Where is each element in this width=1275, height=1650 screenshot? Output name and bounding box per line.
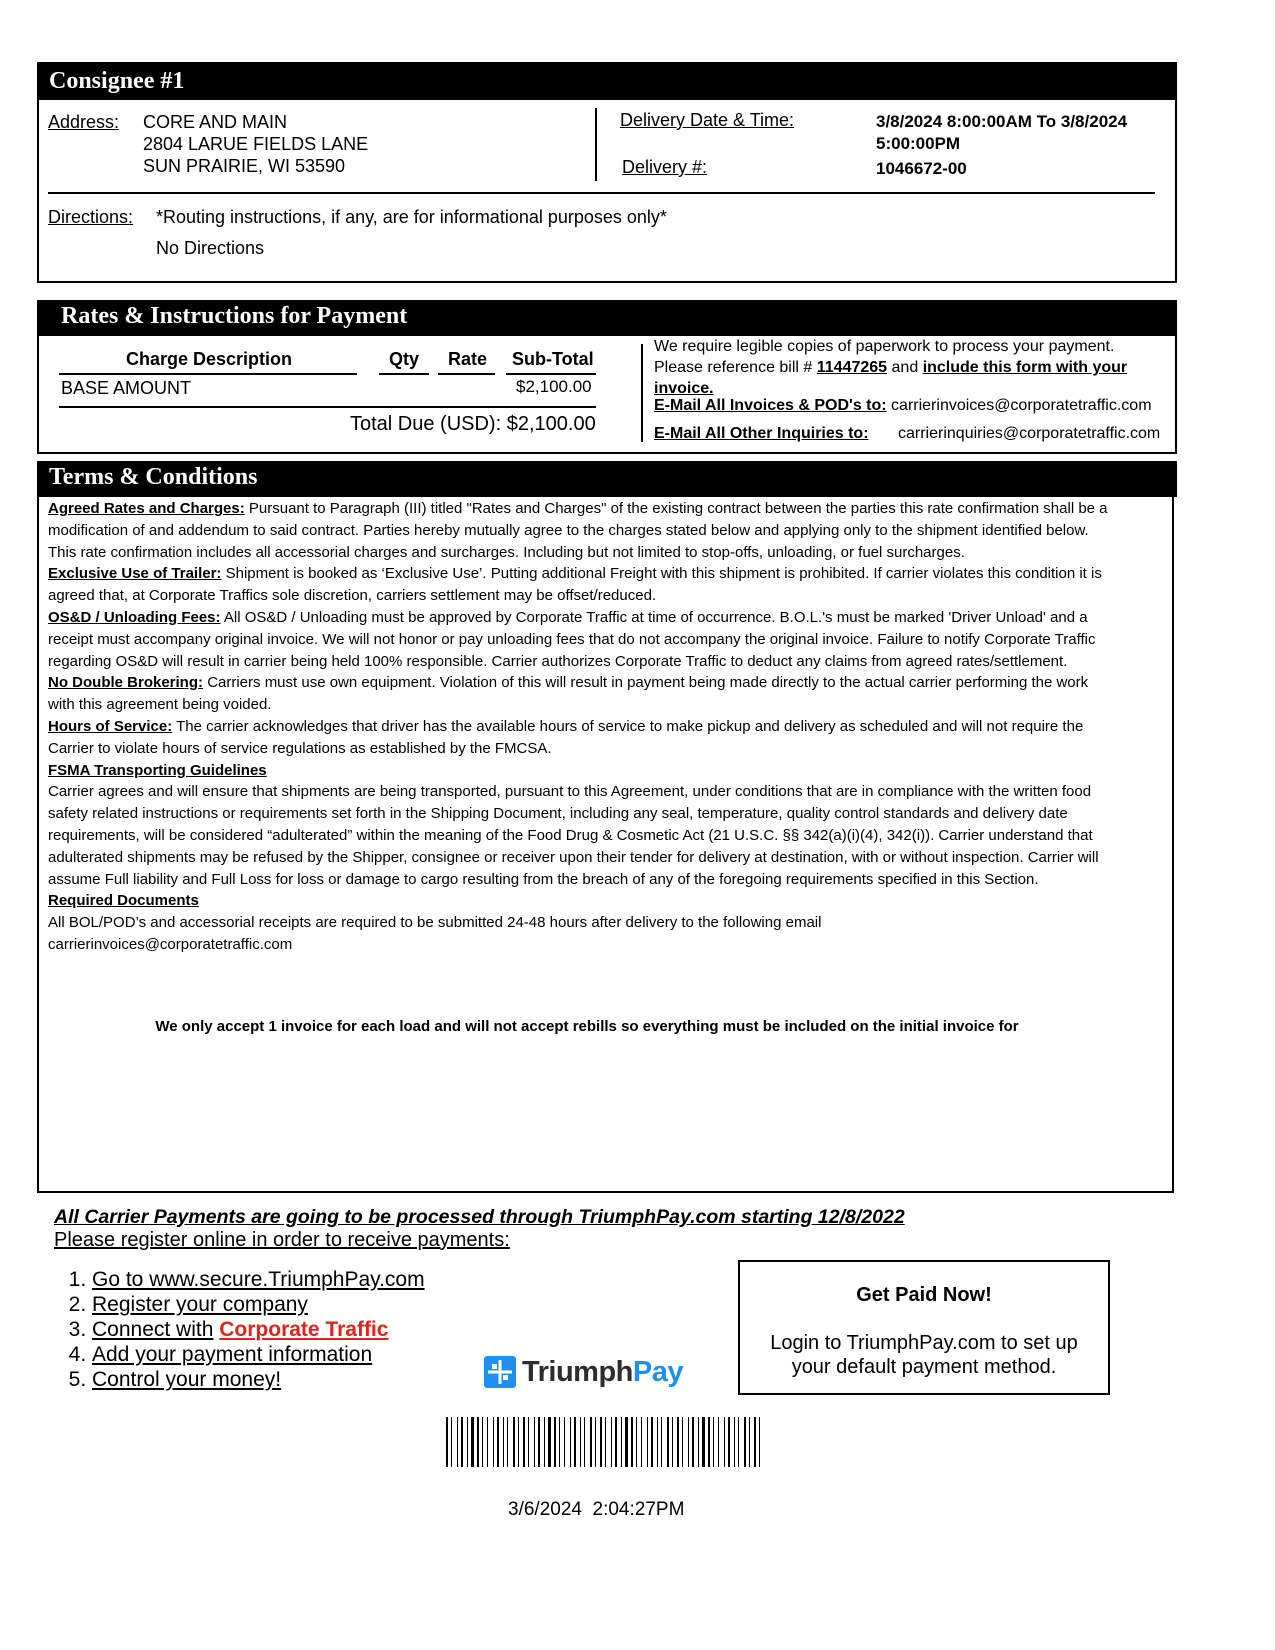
address-line-2: 2804 LARUE FIELDS LANE [143,134,369,154]
note-line-2: Please reference bill # 11447265 and include this form with your [654,359,1128,376]
barcode-bar [657,1417,658,1467]
barcode-bar [688,1417,689,1467]
barcode-bar [507,1417,508,1467]
step-2[interactable]: 2. Register your company [92,1292,425,1317]
consignee-divider [595,108,597,181]
triumph-steps [52,1267,425,1392]
total-separator [59,406,596,408]
col-subtotal: Sub-Total [512,349,594,369]
barcode-bar [718,1417,719,1467]
barcode-bar [523,1417,525,1467]
barcode-bar [564,1417,565,1467]
barcode-bar [605,1417,606,1467]
delivery-number-label: Delivery #: [622,157,708,177]
barcode-bar [584,1417,585,1467]
barcode [446,1417,764,1467]
consignee-header: Consignee #1 [37,62,1177,100]
barcode-bar [554,1417,556,1467]
step-4[interactable]: 4. Add your payment information [92,1342,425,1367]
delivery-datetime-value-2: 5:00:00PM [876,134,961,153]
barcode-bar [615,1417,617,1467]
barcode-bar [467,1417,468,1467]
terms-header: Terms & Conditions [37,461,1177,497]
triumph-subline: Please register online in order to receive payments: [54,1229,510,1251]
barcode-bar [647,1417,648,1467]
barcode-bar [528,1417,529,1467]
directions-note: *Routing instructions, if any, are for informational purposes only* [156,207,667,227]
triumphpay-logo-text: TriumphPay [522,1355,683,1388]
barcode-bar [548,1417,551,1467]
barcode-bar [692,1417,694,1467]
barcode-bar [570,1417,571,1467]
terms-exclusive: Exclusive Use of Trailer: Shipment is booked as ‘Exclusive Use’. Putting additional Freight with this shipment is prohibited. If carrier violates this condition it is agreed that, at Corporate Traffics sole discretion, carriers settlement may be offset/reduced. [48,565,1102,605]
corporate-traffic-link: Corporate Traffic [219,1318,389,1341]
barcode-bar [446,1417,448,1467]
terms-hours: Hours of Service: The carrier acknowledges that driver has the available hours of service to make pickup and delivery as scheduled and will not require the Carrier to violate hours of service regulations as established by the FMCSA. [48,717,1084,757]
barcode-bar [661,1417,662,1467]
terms-agreed: Agreed Rates and Charges: Pursuant to Paragraph (III) titled "Rates and Charges" of the existing contract between the parties this rate confirmation shall be a modification of and addendum to said contract. Parties hereby mutually agree to the charges stated below and applying only to the shipment identified below. This rate confirmation includes all accessorial charges and surcharges. Including but not limited to stop-offs, unloading, or fuel surcharges. [48,500,1108,561]
note-line-1: We require legible copies of paperwork to process your payment. [654,338,1115,355]
barcode-bar [708,1417,710,1467]
barcode-bar [544,1417,545,1467]
total-due-value: $2,100.00 [506,413,596,435]
get-paid-line-2: your default payment method. [791,1356,1057,1378]
col-underline-desc [59,373,357,375]
col-qty: Qty [389,349,420,369]
rates-header: Rates & Instructions for Payment [37,300,1177,336]
address-label: Address: [48,112,120,132]
delivery-number-value: 1046672-00 [876,159,967,178]
barcode-bar [600,1417,602,1467]
barcode-bar [477,1417,479,1467]
col-charge-description: Charge Description [126,349,293,369]
barcode-bar [471,1417,474,1467]
barcode-bar [672,1417,673,1467]
barcode-bar [482,1417,483,1467]
delivery-datetime-value: 3/8/2024 8:00:00AM To 3/8/2024 [876,112,1128,131]
barcode-bar [611,1417,612,1467]
step-3[interactable]: 3. Connect with Corporate Traffic [92,1317,425,1342]
charge-row-description: BASE AMOUNT [61,378,192,398]
barcode-bar [759,1417,760,1467]
barcode-bar [724,1417,725,1467]
barcode-bar [513,1417,515,1467]
barcode-bar [487,1417,488,1467]
step-1[interactable]: 1. Go to www.secure.TriumphPay.com [92,1267,425,1292]
barcode-bar [625,1417,628,1467]
barcode-bar [497,1417,499,1467]
address-line-1: CORE AND MAIN [143,112,288,132]
invoice-notice: We only accept 1 invoice for each load and will not accept rebills so everything must be included on the initial invoice for [155,1018,1019,1035]
barcode-bar [682,1417,683,1467]
barcode-bar [667,1417,669,1467]
bill-number: 11447265 [816,359,888,376]
triumphpay-logo [484,1355,683,1389]
barcode-bar [738,1417,739,1467]
payment-notes [654,336,1184,399]
email-invoices-link[interactable]: carrierinvoices@corporatetraffic.com [891,397,1152,414]
barcode-bar [580,1417,581,1467]
get-paid-title: Get Paid Now! [856,1284,992,1306]
barcode-bar [734,1417,735,1467]
terms-osd: OS&D / Unloading Fees: All OS&D / Unloading must be approved by Corporate Traffic at time of occurrence. B.O.L.'s must be marked 'Driver Unload' and a receipt must accompany original invoice. We will not honor or pay unloading fees that do not accompany the original invoice. Failure to notify Corporate Traffic regarding OS&D will result in carrier being held 100% responsible. Carrier authorizes Corporate Traffic to deduct any claims from agreed rates/settlement. [48,608,1096,670]
barcode-bar [641,1417,642,1467]
triumph-headline: All Carrier Payments are going to be processed through TriumphPay.com starting 12/8/2022 [54,1206,905,1228]
barcode-bar [574,1417,576,1467]
barcode-bar [702,1417,705,1467]
barcode-bar [749,1417,750,1467]
email-invoices-row [654,397,1152,415]
barcode-bar [461,1417,463,1467]
barcode-bar [677,1417,679,1467]
barcode-bar [503,1417,504,1467]
barcode-bar [754,1417,756,1467]
directions-label: Directions: [48,207,134,227]
barcode-bar [538,1417,540,1467]
barcode-bar [636,1417,637,1467]
barcode-bar [631,1417,633,1467]
print-timestamp: 3/6/2024 2:04:27PM [508,1499,685,1520]
address-line-3: SUN PRAIRIE, WI 53590 [143,156,346,176]
directions-value: No Directions [156,238,265,258]
barcode-bar [590,1417,592,1467]
barcode-bar [493,1417,494,1467]
barcode-bar [713,1417,714,1467]
total-due [350,413,596,436]
delivery-datetime-label: Delivery Date & Time: [620,110,795,130]
barcode-bar [534,1417,535,1467]
step-5[interactable]: 5. Control your money! [92,1367,425,1392]
note-line-3: invoice. [654,380,714,397]
rates-divider [641,344,643,442]
include-form-note: include this form with your [922,359,1128,376]
barcode-bar [651,1417,653,1467]
col-underline-qty [379,373,429,375]
charge-row-subtotal: $2,100.00 [516,377,592,396]
terms-fsma-body: Carrier agrees and will ensure that shipments are being transported, pursuant to this Agreement, under conditions that are in compliance with the written food safety related instructions or requirements set forth in the Shipping Document, including any seal, temperature, quality control standards and delivery date requirements, will be considered “adulterated” within the meaning of the Food Drug & Cosmetic Act (21 U.S.C. §§ 342(a)(i)(4), 342(i)). Carrier understand that adulterated shipments may be refused by the Shipper, consignee or receiver upon their tender for delivery at destination, with or without inspection. Carrier will assume Full liability and Full Loss for loss or damage to cargo resulting from the breach of any of the foregoing requirements specified in this Section. [48,783,1099,888]
barcode-bar [621,1417,622,1467]
get-paid-line-1: Login to TriumphPay.com to set up [770,1332,1078,1354]
barcode-bar [744,1417,746,1467]
barcode-bar [728,1417,730,1467]
terms-docs-email[interactable]: carrierinvoices@corporatetraffic.com [48,935,293,953]
terms-fsma-title: FSMA Transporting Guidelines [48,761,267,779]
triumphpay-logo-icon [484,1356,516,1388]
barcode-bar [559,1417,560,1467]
email-other-link[interactable]: carrierinquiries@corporatetraffic.com [898,425,1161,442]
total-due-label: Total Due (USD): [350,413,502,435]
terms-double-brokering: No Double Brokering: Carriers must use own equipment. Violation of this will result in payment being made directly to the actual carrier performing the work with this agreement being voided. [48,674,1089,714]
col-underline-rate [438,373,495,375]
barcode-bar [457,1417,458,1467]
barcode-bar [595,1417,596,1467]
email-other-label: E-Mail All Other Inquiries to: [654,425,869,442]
barcode-bar [451,1417,452,1467]
barcode-bar [518,1417,519,1467]
terms-docs-body: All BOL/POD’s and accessorial receipts are required to be submitted 24-48 hours after delivery to the following email [48,914,822,932]
consignee-separator [48,192,1155,194]
barcode-bar [698,1417,699,1467]
col-rate: Rate [448,349,488,369]
col-underline-subtotal [506,373,596,375]
email-invoices-label: E-Mail All Invoices & POD's to: [654,397,887,414]
terms-body [48,498,1114,956]
terms-docs-title: Required Documents [48,892,199,910]
